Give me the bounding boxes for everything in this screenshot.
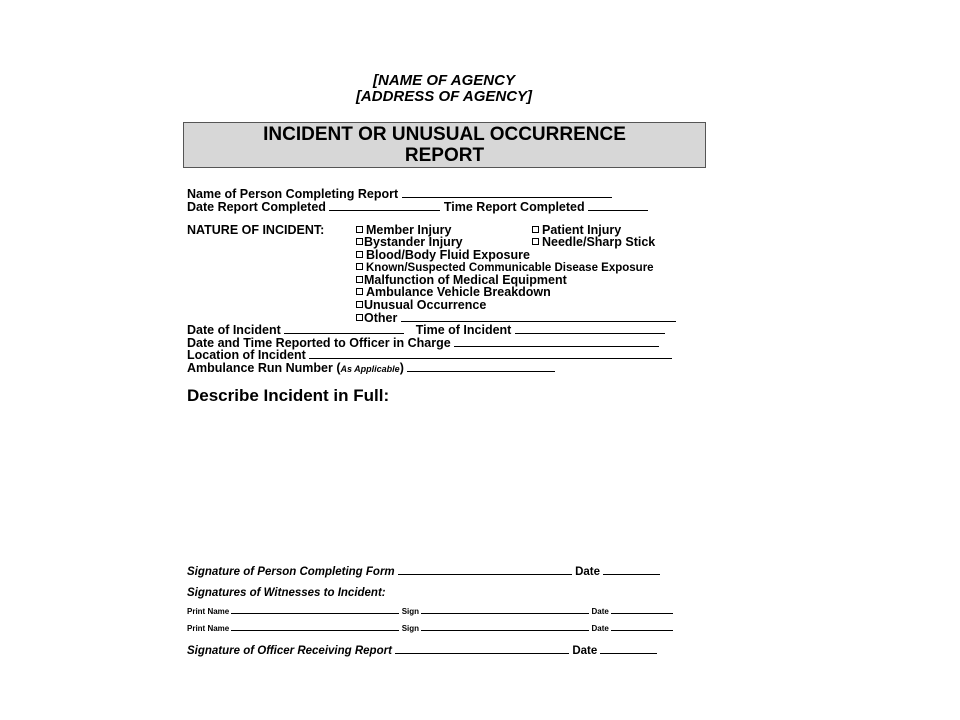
time-incident-blank[interactable]: [515, 323, 665, 334]
name-completing-blank[interactable]: [402, 187, 612, 198]
signature-completing-field[interactable]: Signature of Person Completing Form Date: [187, 564, 660, 579]
option-member-injury[interactable]: Member Injury: [356, 224, 451, 237]
name-completing-field[interactable]: Name of Person Completing Report: [187, 187, 612, 201]
checkbox-icon[interactable]: [532, 226, 539, 233]
checkbox-icon[interactable]: [356, 276, 363, 283]
agency-name: [NAME OF AGENCY: [373, 72, 515, 89]
agency-address: [ADDRESS OF AGENCY]: [355, 88, 533, 105]
checkbox-icon[interactable]: [356, 301, 363, 308]
checkbox-icon[interactable]: [356, 238, 363, 245]
describe-area[interactable]: [187, 410, 704, 550]
checkbox-icon[interactable]: [356, 226, 363, 233]
reported-officer-field[interactable]: Date and Time Reported to Officer in Charge: [187, 336, 659, 350]
location-blank[interactable]: [309, 348, 672, 359]
signature-officer-blank[interactable]: [395, 643, 569, 654]
checkbox-icon[interactable]: [532, 238, 539, 245]
option-needle-stick[interactable]: Needle/Sharp Stick: [532, 236, 655, 249]
describe-heading: Describe Incident in Full:: [187, 386, 390, 405]
option-communicable-disease[interactable]: Known/Suspected Communicable Disease Exposure: [356, 262, 654, 275]
date-time-incident-field[interactable]: Date of Incident Time of Incident: [187, 323, 665, 337]
date-incident-blank[interactable]: [284, 323, 404, 334]
option-patient-injury[interactable]: Patient Injury: [532, 224, 621, 237]
checkbox-icon[interactable]: [356, 251, 363, 258]
signature-completing-date-blank[interactable]: [603, 564, 660, 575]
signature-officer-date-blank[interactable]: [600, 643, 657, 654]
option-vehicle-breakdown[interactable]: Ambulance Vehicle Breakdown: [356, 286, 551, 299]
date-time-completed-field[interactable]: Date Report Completed Time Report Completed: [187, 200, 648, 214]
witness-sign-blank[interactable]: [421, 606, 589, 614]
checkbox-icon[interactable]: [356, 288, 363, 295]
report-title: INCIDENT OR UNUSUAL OCCURRENCE REPORT: [263, 124, 626, 166]
date-completed-blank[interactable]: [329, 200, 440, 211]
other-blank[interactable]: [401, 311, 676, 322]
witness-name-blank[interactable]: [231, 606, 399, 614]
reported-officer-blank[interactable]: [454, 336, 659, 347]
signature-officer-field[interactable]: Signature of Officer Receiving Report Date: [187, 643, 657, 658]
option-other[interactable]: Other: [356, 311, 676, 325]
option-unusual-occurrence[interactable]: Unusual Occurrence: [356, 299, 486, 312]
location-field[interactable]: Location of Incident: [187, 348, 672, 362]
option-blood-exposure[interactable]: Blood/Body Fluid Exposure: [356, 249, 530, 262]
witness-sign-blank[interactable]: [421, 623, 589, 631]
checkbox-icon[interactable]: [356, 263, 363, 270]
option-malfunction[interactable]: Malfunction of Medical Equipment: [356, 274, 567, 287]
run-number-field[interactable]: Ambulance Run Number (As Applicable): [187, 361, 555, 376]
witness-date-blank[interactable]: [611, 606, 673, 614]
report-title-box: [183, 122, 706, 168]
witness-date-blank[interactable]: [611, 623, 673, 631]
run-number-blank[interactable]: [407, 361, 555, 372]
option-bystander-injury[interactable]: Bystander Injury: [356, 236, 463, 249]
nature-label: NATURE OF INCIDENT:: [187, 223, 325, 237]
witnesses-heading: Signatures of Witnesses to Incident:: [187, 587, 386, 599]
time-completed-blank[interactable]: [588, 200, 648, 211]
signature-completing-blank[interactable]: [398, 564, 572, 575]
witness-row[interactable]: Print Name Sign Date: [187, 623, 673, 633]
witness-row[interactable]: Print Name Sign Date: [187, 606, 673, 616]
witness-name-blank[interactable]: [231, 623, 399, 631]
checkbox-icon[interactable]: [356, 314, 363, 321]
